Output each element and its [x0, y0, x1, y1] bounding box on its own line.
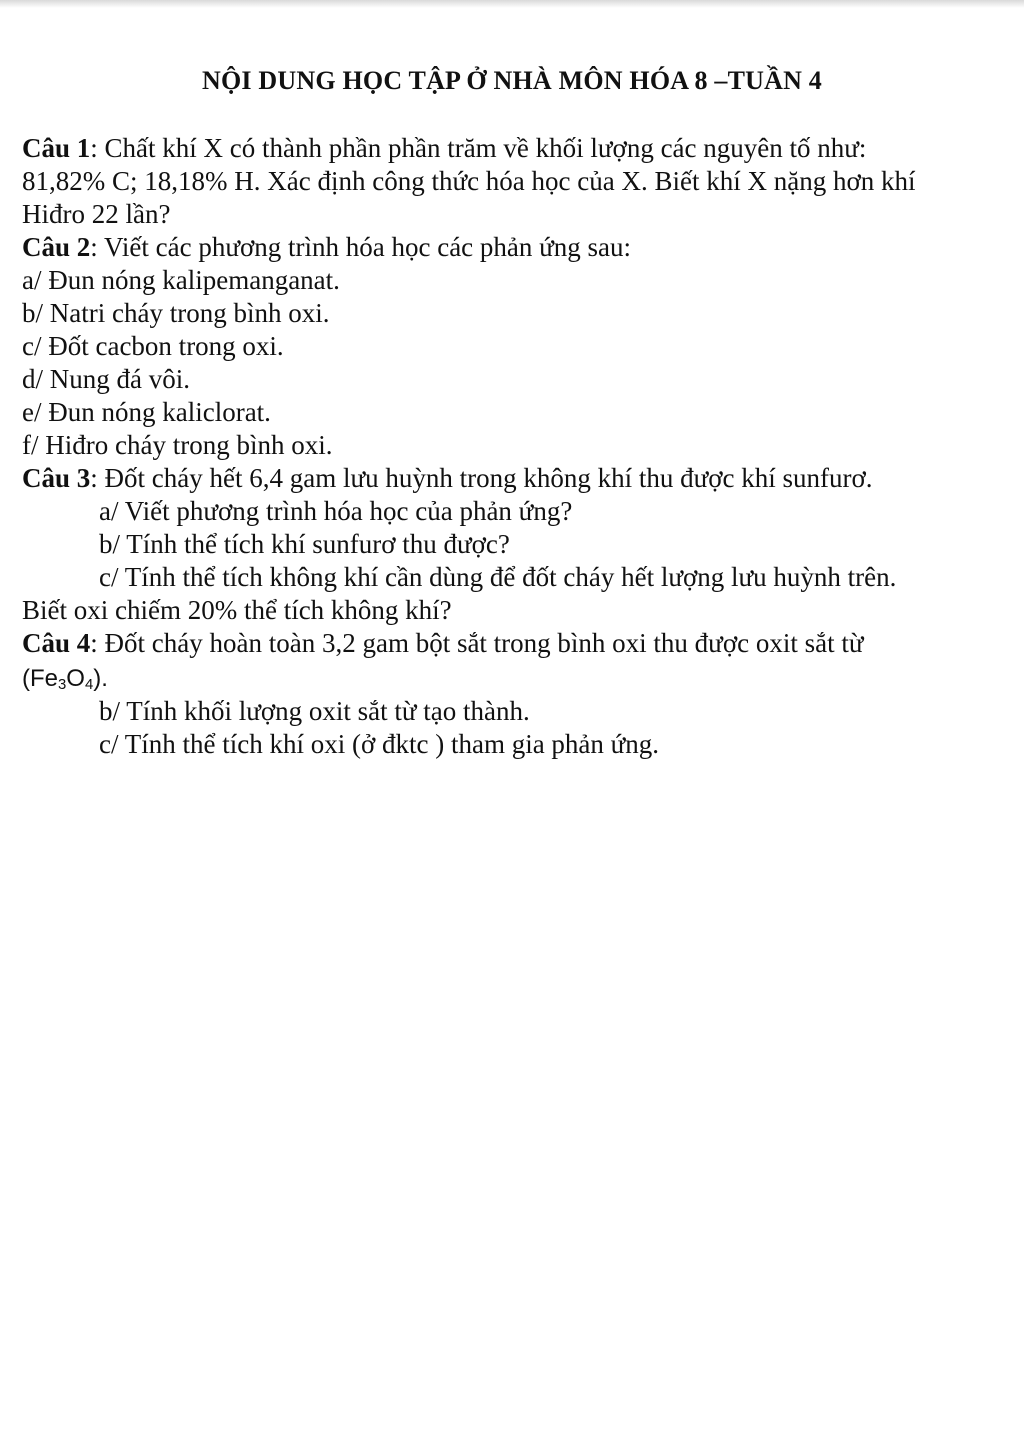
question-4-text: : Đốt cháy hoàn toàn 3,2 gam bột sắt trong bình oxi thu được oxit sắt từ	[90, 628, 864, 658]
question-1-line-1	[22, 132, 866, 165]
formula-close: ).	[93, 665, 108, 692]
question-2-item-d: d/ Nung đá vôi.	[22, 364, 190, 394]
question-4-item-c: c/ Tính thể tích khí oxi (ở đktc ) tham gia phản ứng.	[99, 729, 660, 759]
question-4-intro	[22, 627, 863, 660]
question-1-line-3: Hiđro 22 lần?	[22, 199, 171, 229]
question-3-text: : Đốt cháy hết 6,4 gam lưu huỳnh trong không khí thu được khí sunfurơ.	[90, 463, 873, 493]
formula-subscript-3: 3	[58, 676, 67, 693]
question-2-item-a: a/ Đun nóng kalipemanganat.	[22, 265, 340, 295]
question-3-item-b: b/ Tính thể tích khí sunfurơ thu được?	[99, 529, 510, 559]
question-3-item-c: c/ Tính thể tích không khí cần dùng để đốt cháy hết lượng lưu huỳnh trên.	[99, 562, 897, 592]
question-1-label: Câu 1	[22, 133, 91, 163]
question-1-text: : Chất khí X có thành phần phần trăm về khối lượng các nguyên tố như:	[90, 133, 867, 163]
formula-subscript-4: 4	[84, 676, 94, 693]
formula-open: (Fe	[22, 665, 58, 692]
question-3-label: Câu 3	[22, 463, 91, 493]
question-2-label: Câu 2	[22, 232, 91, 262]
question-4-item-b: b/ Tính khối lượng oxit sắt từ tạo thành.	[99, 696, 530, 726]
question-4-label: Câu 4	[22, 628, 91, 658]
question-2-item-f: f/ Hiđro cháy trong bình oxi.	[22, 430, 333, 460]
question-3-item-a: a/ Viết phương trình hóa học của phản ứng?	[99, 496, 573, 526]
question-2-text: : Viết các phương trình hóa học các phản ứng sau:	[90, 232, 632, 262]
question-2-item-c: c/ Đốt cacbon trong oxi.	[22, 331, 284, 361]
formula-oxygen: O	[66, 665, 85, 692]
document-title: NỘI DUNG HỌC TẬP Ở NHÀ MÔN HÓA 8 –TUẦN 4	[202, 66, 822, 95]
question-1-line-2: 81,82% C; 18,18% H. Xác định công thức hóa học của X. Biết khí X nặng hơn khí	[22, 166, 916, 196]
question-2-intro	[22, 231, 631, 264]
question-2-item-e: e/ Đun nóng kaliclorat.	[22, 397, 271, 427]
question-3-continuation: Biết oxi chiếm 20% thể tích không khí?	[22, 595, 452, 625]
question-3-intro	[22, 462, 873, 495]
question-4-formula	[22, 662, 108, 695]
question-2-item-b: b/ Natri cháy trong bình oxi.	[22, 298, 330, 328]
